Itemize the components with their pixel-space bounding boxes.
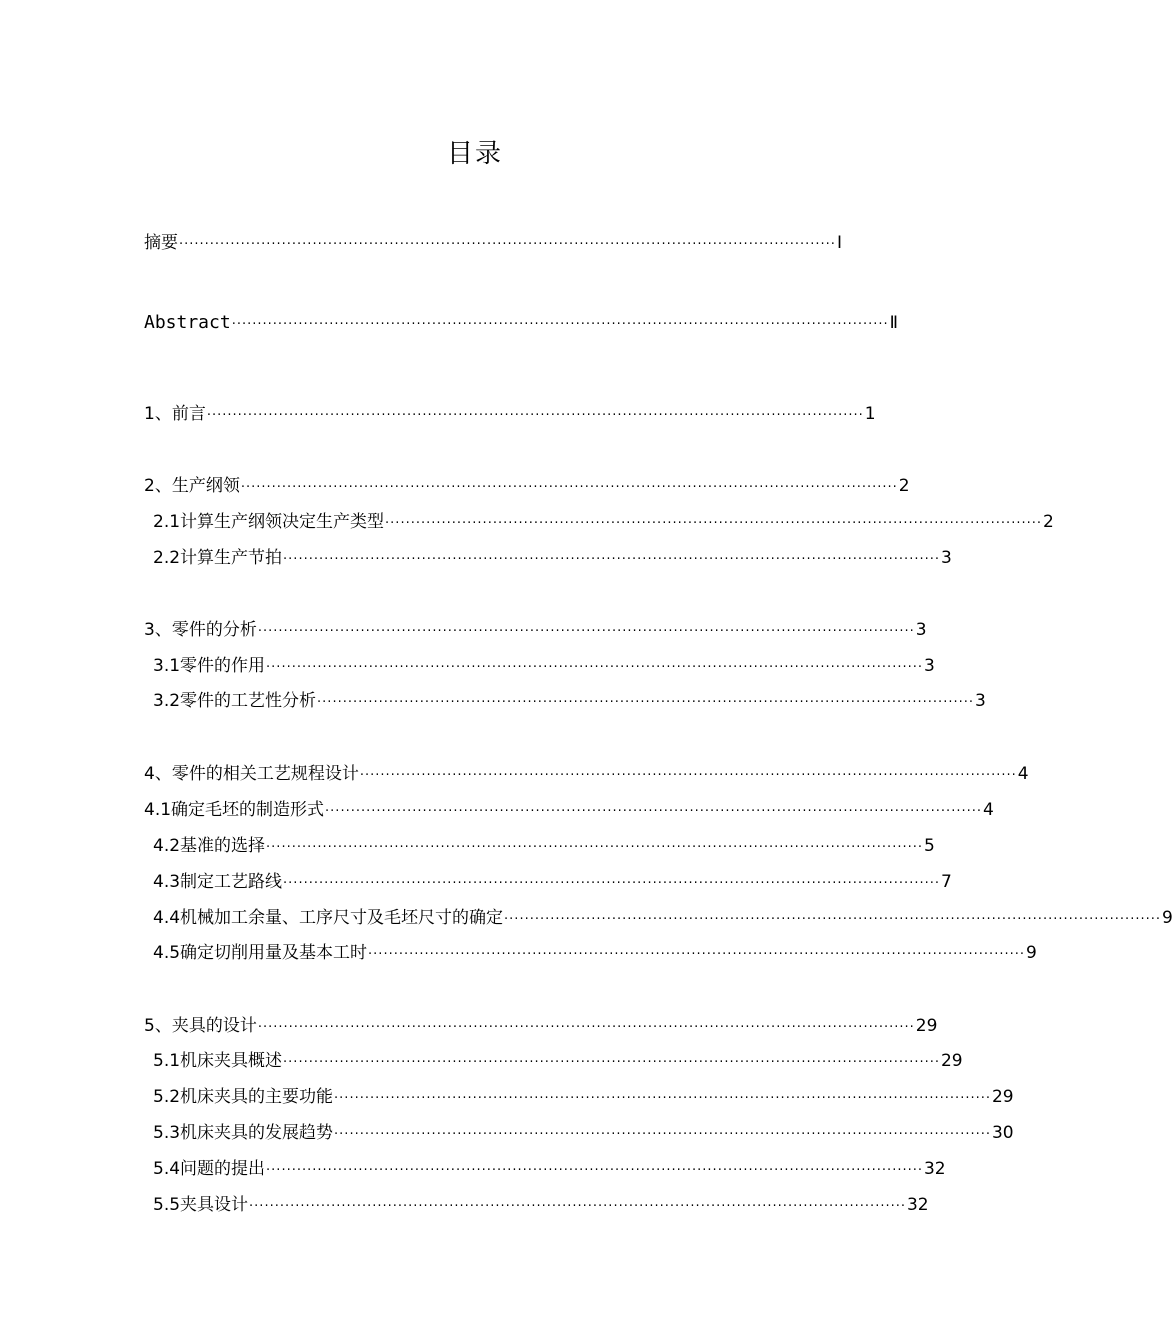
toc-entry-label: 2.2计算生产节拍 [153,548,283,568]
toc-entry[interactable] [144,1011,938,1036]
dot-leader: ································································································································ [334,1127,991,1142]
toc-entry-page: 5 [923,836,935,856]
toc-entry-label: 5.2机床夹具的主要功能 [153,1087,334,1107]
toc-entry[interactable] [153,867,952,892]
toc-entry-page: Ⅱ [889,313,899,333]
toc-entry[interactable] [144,795,994,820]
toc-entry-page: 29 [915,1016,938,1036]
toc-entry[interactable] [153,651,935,676]
toc-entry-page: 29 [940,1051,963,1071]
toc-entry-page: 4 [982,800,994,820]
dot-leader: ································································································································ [249,1199,906,1214]
toc-entry-page: 2 [1042,512,1054,532]
dot-leader: ································································································································ [257,624,915,639]
dot-leader: ································································································································ [317,695,974,710]
toc-entry-label: 5.5夹具设计 [153,1195,249,1215]
dot-leader: ································································································································ [283,1055,940,1070]
toc-entry[interactable] [153,903,1173,928]
dot-leader: ································································································································ [283,876,940,891]
toc-entry-label: 3.1零件的作用 [153,656,266,676]
toc-entry-label: 4.5确定切削用量及基本工时 [153,943,368,963]
toc-entry-label: 4、零件的相关工艺规程设计 [144,764,359,784]
dot-leader: ································································································································ [266,840,923,855]
toc-entry-label: 5.4问题的提出 [153,1159,266,1179]
toc-entry[interactable] [153,1046,963,1071]
toc-entry-page: 9 [1025,943,1037,963]
toc-entry-page: 1 [864,404,876,424]
dot-leader: ································································································································ [385,516,1042,531]
toc-entry[interactable] [153,686,986,711]
toc-entry-page: 4 [1017,764,1029,784]
toc-title: 目录 [446,139,503,169]
toc-entry-label: 5.3机床夹具的发展趋势 [153,1123,334,1143]
toc-entry-page: 30 [991,1123,1014,1143]
toc-entry[interactable] [153,507,1054,532]
toc-entry-label: 4.4机械加工余量、工序尺寸及毛坯尺寸的确定 [153,908,504,928]
toc-entry-page: 3 [915,620,927,640]
dot-leader: ································································································································ [504,912,1161,927]
toc-entry[interactable] [144,615,927,640]
toc-entry[interactable] [153,1118,1014,1143]
toc-entry[interactable] [153,1082,1014,1107]
dot-leader: ································································································································ [240,480,898,495]
toc-entry-label: 3.2零件的工艺性分析 [153,691,317,711]
dot-leader: ································································································································ [266,1163,923,1178]
toc-entry[interactable] [153,543,952,568]
dot-leader: ································································································································ [179,237,836,252]
toc-entry-label: 4.3制定工艺路线 [153,872,283,892]
toc-entry[interactable] [144,399,876,424]
toc-entry-label: 1、前言 [144,404,206,424]
dot-leader: ································································································································ [231,317,889,332]
toc-entry-page: 32 [906,1195,929,1215]
toc-entry[interactable] [153,1190,929,1215]
toc-entry-page: 3 [940,548,952,568]
dot-leader: ································································································································ [368,947,1025,962]
toc-entry-page: Ⅰ [836,233,842,253]
toc-entry-page: 32 [923,1159,946,1179]
toc-entry[interactable] [144,759,1029,784]
toc-entry[interactable] [153,1154,946,1179]
dot-leader: ································································································································ [257,1020,915,1035]
toc-entry[interactable] [153,831,935,856]
toc-entry-page: 2 [898,476,910,496]
dot-leader: ································································································································ [325,804,982,819]
toc-entry[interactable] [153,938,1037,963]
toc-entry[interactable] [144,312,899,333]
toc-entry-label: 3、零件的分析 [144,620,257,640]
toc-entry-label: 2、生产纲领 [144,476,240,496]
toc-entry-label: 5.1机床夹具概述 [153,1051,283,1071]
toc-entry-label: 4.2基准的选择 [153,836,266,856]
toc-entry-page: 9 [1161,908,1173,928]
toc-entry-label: 摘要 [144,233,178,253]
dot-leader: ································································································································ [334,1091,991,1106]
dot-leader: ································································································································ [359,768,1017,783]
dot-leader: ································································································································ [206,408,864,423]
dot-leader: ································································································································ [283,552,940,567]
toc-entry-label: 4.1确定毛坯的制造形式 [144,800,325,820]
toc-entry[interactable] [144,471,910,496]
toc-entry-page: 7 [940,872,952,892]
toc-entry-page: 29 [991,1087,1014,1107]
toc-entry-label: 2.1计算生产纲领决定生产类型 [153,512,385,532]
dot-leader: ································································································································ [266,660,923,675]
toc-entry-label: 5、夹具的设计 [144,1016,257,1036]
toc-entry-page: 3 [974,691,986,711]
toc-entry[interactable] [144,228,842,253]
toc-entry-label: Abstract [144,312,231,333]
toc-entry-page: 3 [923,656,935,676]
